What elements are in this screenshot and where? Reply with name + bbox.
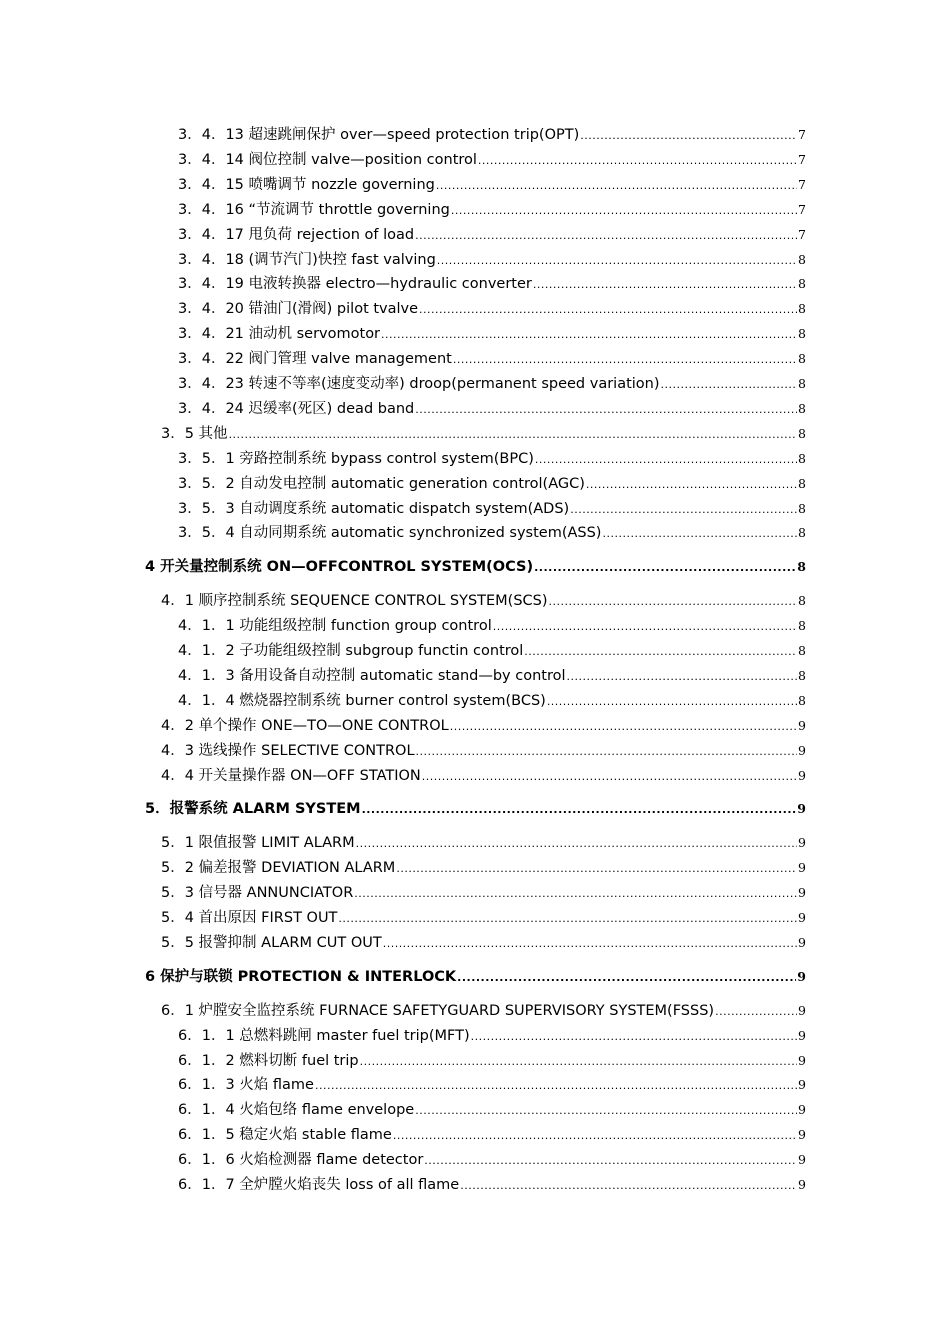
toc-entry-page: 9 xyxy=(798,1027,806,1043)
toc-entry-title: 4．1 顺序控制系统 SEQUENCE CONTROL SYSTEM(SCS) xyxy=(161,593,548,610)
toc-entry-page: 9 xyxy=(798,1052,806,1068)
toc-entry-title: 5．3 信号器 ANNUNCIATOR xyxy=(161,885,354,902)
toc-entry[interactable] xyxy=(178,1123,806,1147)
toc-entry[interactable] xyxy=(178,173,806,197)
toc-leader-dots xyxy=(393,1130,797,1141)
toc-entry[interactable] xyxy=(161,739,806,763)
toc-entry-title: 4．1．3 备用设备自动控制 automatic stand—by control xyxy=(178,667,566,684)
toc-entry-title: 6．1．3 火焰 flame xyxy=(178,1077,314,1094)
toc-entry-title: 4 开关量控制系统 ON—OFFCONTROL SYSTEM(OCS) xyxy=(145,559,534,576)
toc-entry[interactable] xyxy=(178,272,806,296)
toc-entry[interactable] xyxy=(178,689,806,713)
toc-leader-dots xyxy=(457,972,796,983)
toc-entry-title: 6．1．7 全炉膛火焰丧失 loss of all flame xyxy=(178,1177,460,1193)
toc-leader-dots xyxy=(580,130,797,141)
toc-entry[interactable] xyxy=(178,347,806,371)
toc-leader-dots xyxy=(338,913,797,924)
toc-leader-dots xyxy=(436,180,797,191)
toc-leader-dots xyxy=(315,1080,797,1091)
toc-entry-title: 6．1．2 燃料切断 fuel trip xyxy=(178,1052,359,1069)
toc-entry[interactable] xyxy=(178,1098,806,1122)
toc-entry-page: 8 xyxy=(798,475,806,491)
toc-leader-dots xyxy=(602,528,797,539)
toc-leader-dots xyxy=(535,454,797,465)
toc-leader-dots xyxy=(478,155,797,166)
toc-entry[interactable] xyxy=(161,906,806,930)
toc-leader-dots xyxy=(534,562,796,573)
toc-entry-page: 7 xyxy=(798,201,806,217)
toc-entry-page: 9 xyxy=(797,801,806,817)
toc-entry-title: 3．4．14 阀位控制 valve—position control xyxy=(178,151,477,168)
toc-leader-dots xyxy=(354,888,797,899)
toc-entry-page: 9 xyxy=(797,968,806,984)
toc-entry-title: 4．1．4 燃烧器控制系统 burner control system(BCS) xyxy=(178,692,546,709)
toc-leader-dots xyxy=(533,279,797,290)
toc-entry[interactable] xyxy=(178,123,806,147)
toc-entry[interactable] xyxy=(178,297,806,321)
toc-entry[interactable] xyxy=(145,555,806,579)
toc-entry-page: 7 xyxy=(798,226,806,242)
toc-entry-title: 4．3 选线操作 SELECTIVE CONTROL xyxy=(161,742,415,759)
toc-leader-dots xyxy=(715,1006,797,1017)
toc-leader-dots xyxy=(567,671,798,682)
toc-entry-page: 8 xyxy=(798,351,806,367)
toc-entry-title: 4．1．2 子功能组级控制 subgroup functin control xyxy=(178,643,524,659)
toc-entry-title: 5．报警系统 ALARM SYSTEM xyxy=(145,801,361,818)
toc-entry[interactable] xyxy=(178,1073,806,1097)
toc-entry-title: 3．4．13 超速跳闸保护 over—speed protection trip(OPT) xyxy=(178,127,580,143)
toc-entry-page: 9 xyxy=(798,885,806,901)
toc-entry[interactable] xyxy=(178,397,806,421)
toc-entry-page: 7 xyxy=(798,127,806,142)
toc-entry-page: 8 xyxy=(798,618,806,634)
toc-entry[interactable] xyxy=(178,521,806,545)
toc-leader-dots xyxy=(383,938,797,949)
toc-entry-page: 8 xyxy=(798,400,806,416)
toc-entry-page: 9 xyxy=(798,742,806,758)
toc-leader-dots xyxy=(362,804,797,815)
toc-entry[interactable] xyxy=(178,248,806,272)
toc-leader-dots xyxy=(450,721,797,732)
toc-entry-page: 9 xyxy=(798,1127,806,1143)
toc-entry-page: 8 xyxy=(798,450,806,466)
toc-entry[interactable] xyxy=(161,831,806,855)
toc-entry[interactable] xyxy=(178,447,806,471)
toc-leader-dots xyxy=(416,746,798,757)
toc-entry-page: 9 xyxy=(798,1102,806,1118)
toc-entry-title: 3．5．2 自动发电控制 automatic generation control(AGC) xyxy=(178,475,585,492)
toc-entry-page: 8 xyxy=(798,692,806,708)
toc-leader-dots xyxy=(424,1155,797,1166)
toc-entry[interactable] xyxy=(178,1024,806,1048)
toc-leader-dots xyxy=(422,771,797,782)
toc-leader-dots xyxy=(493,621,797,632)
toc-entry-title: 4．2 单个操作 ONE—TO—ONE CONTROL xyxy=(161,717,449,734)
toc-entry-page: 9 xyxy=(798,1002,806,1018)
toc-entry-title: 6．1．4 火焰包络 flame envelope xyxy=(178,1102,415,1119)
toc-entry-page: 8 xyxy=(798,500,806,516)
toc-entry-page: 8 xyxy=(798,326,806,342)
toc-entry-title: 6．1．5 稳定火焰 stable flame xyxy=(178,1127,392,1144)
toc-entry-page: 7 xyxy=(798,151,806,167)
toc-entry-page: 8 xyxy=(798,667,806,683)
toc-entry[interactable] xyxy=(161,999,806,1023)
toc-entry[interactable] xyxy=(178,472,806,496)
toc-entry-title: 5．4 首出原因 FIRST OUT xyxy=(161,910,338,926)
toc-entry-page: 9 xyxy=(798,835,806,851)
toc-leader-dots xyxy=(360,1056,797,1067)
toc-entry-title: 4．1．1 功能组级控制 function group control xyxy=(178,618,492,635)
toc-entry-page: 8 xyxy=(798,643,806,658)
toc-leader-dots xyxy=(570,504,797,515)
toc-leader-dots xyxy=(453,354,797,365)
toc-entry[interactable] xyxy=(178,148,806,172)
toc-leader-dots xyxy=(437,255,797,266)
toc-entry-title: 3．4．21 油动机 servomotor xyxy=(178,326,381,343)
toc-entry[interactable] xyxy=(161,856,806,880)
toc-entry-title: 3．4．15 喷嘴调节 nozzle governing xyxy=(178,176,435,193)
toc-entry[interactable] xyxy=(145,797,806,821)
toc-entry[interactable] xyxy=(161,714,806,738)
toc-entry-title: 5．5 报警抑制 ALARM CUT OUT xyxy=(161,934,382,951)
toc-entry[interactable] xyxy=(161,589,806,613)
toc-leader-dots xyxy=(661,379,798,390)
toc-entry-title: 3．5．3 自动调度系统 automatic dispatch system(ADS) xyxy=(178,500,570,517)
toc-leader-dots xyxy=(549,596,798,607)
toc-leader-dots xyxy=(419,304,797,315)
toc-leader-dots xyxy=(415,1105,797,1116)
toc-entry[interactable] xyxy=(161,764,806,788)
toc-entry[interactable] xyxy=(178,1148,806,1172)
toc-entry[interactable] xyxy=(178,497,806,521)
toc-entry-page: 9 xyxy=(798,934,806,950)
toc-entry-page: 9 xyxy=(798,860,806,876)
toc-entry-page: 9 xyxy=(798,717,806,733)
toc-entry[interactable] xyxy=(145,965,806,989)
toc-leader-dots xyxy=(229,429,797,440)
toc-leader-dots xyxy=(356,838,797,849)
toc-entry[interactable] xyxy=(178,372,806,396)
toc-entry-title: 6．1 炉膛安全监控系统 FURNACE SAFETYGUARD SUPERVISORY SYSTEM(FSSS) xyxy=(161,1002,715,1019)
toc-entry-title: 6．1．1 总燃料跳闸 master fuel trip(MFT) xyxy=(178,1027,470,1044)
toc-entry-page: 7 xyxy=(798,176,806,192)
toc-entry-title: 3．4．20 错油门(滑阀) pilot tvalve xyxy=(178,301,419,318)
toc-entry-page: 8 xyxy=(798,425,806,441)
toc-entry-title: 3．4．16 “节流调节 throttle governing xyxy=(178,201,450,218)
toc-leader-dots xyxy=(415,230,797,241)
toc-entry-title: 6．1．6 火焰检测器 flame detector xyxy=(178,1152,424,1169)
toc-entry-page: 9 xyxy=(798,1177,806,1192)
toc-leader-dots xyxy=(547,696,797,707)
toc-entry-title: 6 保护与联锁 PROTECTION & INTERLOCK xyxy=(145,968,457,985)
toc-entry[interactable] xyxy=(178,1049,806,1073)
toc-entry[interactable] xyxy=(161,422,806,446)
toc-entry-title: 3．4．18 (调节汽门)快控 fast valving xyxy=(178,251,436,268)
toc-entry-page: 8 xyxy=(798,593,806,609)
toc-entry[interactable] xyxy=(178,639,806,663)
toc-entry-page: 9 xyxy=(798,1077,806,1093)
toc-entry[interactable] xyxy=(178,614,806,638)
toc-leader-dots xyxy=(415,404,797,415)
toc-entry-page: 8 xyxy=(798,376,806,391)
toc-leader-dots xyxy=(471,1031,797,1042)
toc-entry-title: 3．5 其他 xyxy=(161,425,228,442)
toc-leader-dots xyxy=(451,205,797,216)
toc-entry-title: 3．4．22 阀门管理 valve management xyxy=(178,351,452,368)
toc-entry-page: 9 xyxy=(798,767,806,783)
toc-entry-page: 8 xyxy=(798,276,806,292)
toc-entry-page: 9 xyxy=(798,1152,806,1168)
toc-entry[interactable] xyxy=(161,931,806,955)
toc-leader-dots xyxy=(396,863,797,874)
toc-entry-title: 3．5．1 旁路控制系统 bypass control system(BPC) xyxy=(178,450,534,467)
toc-entry-title: 5．2 偏差报警 DEVIATION ALARM xyxy=(161,860,396,877)
toc-entry[interactable] xyxy=(178,198,806,222)
toc-entry-page: 8 xyxy=(798,301,806,317)
toc-entry-title: 4．4 开关量操作器 ON—OFF STATION xyxy=(161,767,421,784)
toc-entry[interactable] xyxy=(178,664,806,688)
toc-entry[interactable] xyxy=(178,1173,806,1197)
toc-entry-page: 8 xyxy=(798,525,806,541)
toc-entry[interactable] xyxy=(178,223,806,247)
toc-leader-dots xyxy=(586,479,797,490)
toc-leader-dots xyxy=(460,1180,797,1191)
toc-entry-title: 5．1 限值报警 LIMIT ALARM xyxy=(161,835,355,852)
toc-entry-title: 3．5．4 自动同期系统 automatic synchronized system(ASS) xyxy=(178,525,602,542)
toc-leader-dots xyxy=(524,646,797,657)
toc-entry[interactable] xyxy=(178,322,806,346)
toc-entry-title: 3．4．23 转速不等率(速度变动率) droop(permanent speed variation) xyxy=(178,376,660,392)
toc-entry-page: 8 xyxy=(798,251,806,267)
toc-entry-page: 9 xyxy=(798,910,806,925)
toc-entry[interactable] xyxy=(161,881,806,905)
toc-entry-title: 3．4．17 甩负荷 rejection of load xyxy=(178,226,415,243)
toc-leader-dots xyxy=(381,329,797,340)
toc-entry-title: 3．4．24 迟缓率(死区) dead band xyxy=(178,400,415,417)
toc-entry-title: 3．4．19 电液转换器 electro—hydraulic converter xyxy=(178,276,532,293)
toc-entry-page: 8 xyxy=(797,559,806,575)
